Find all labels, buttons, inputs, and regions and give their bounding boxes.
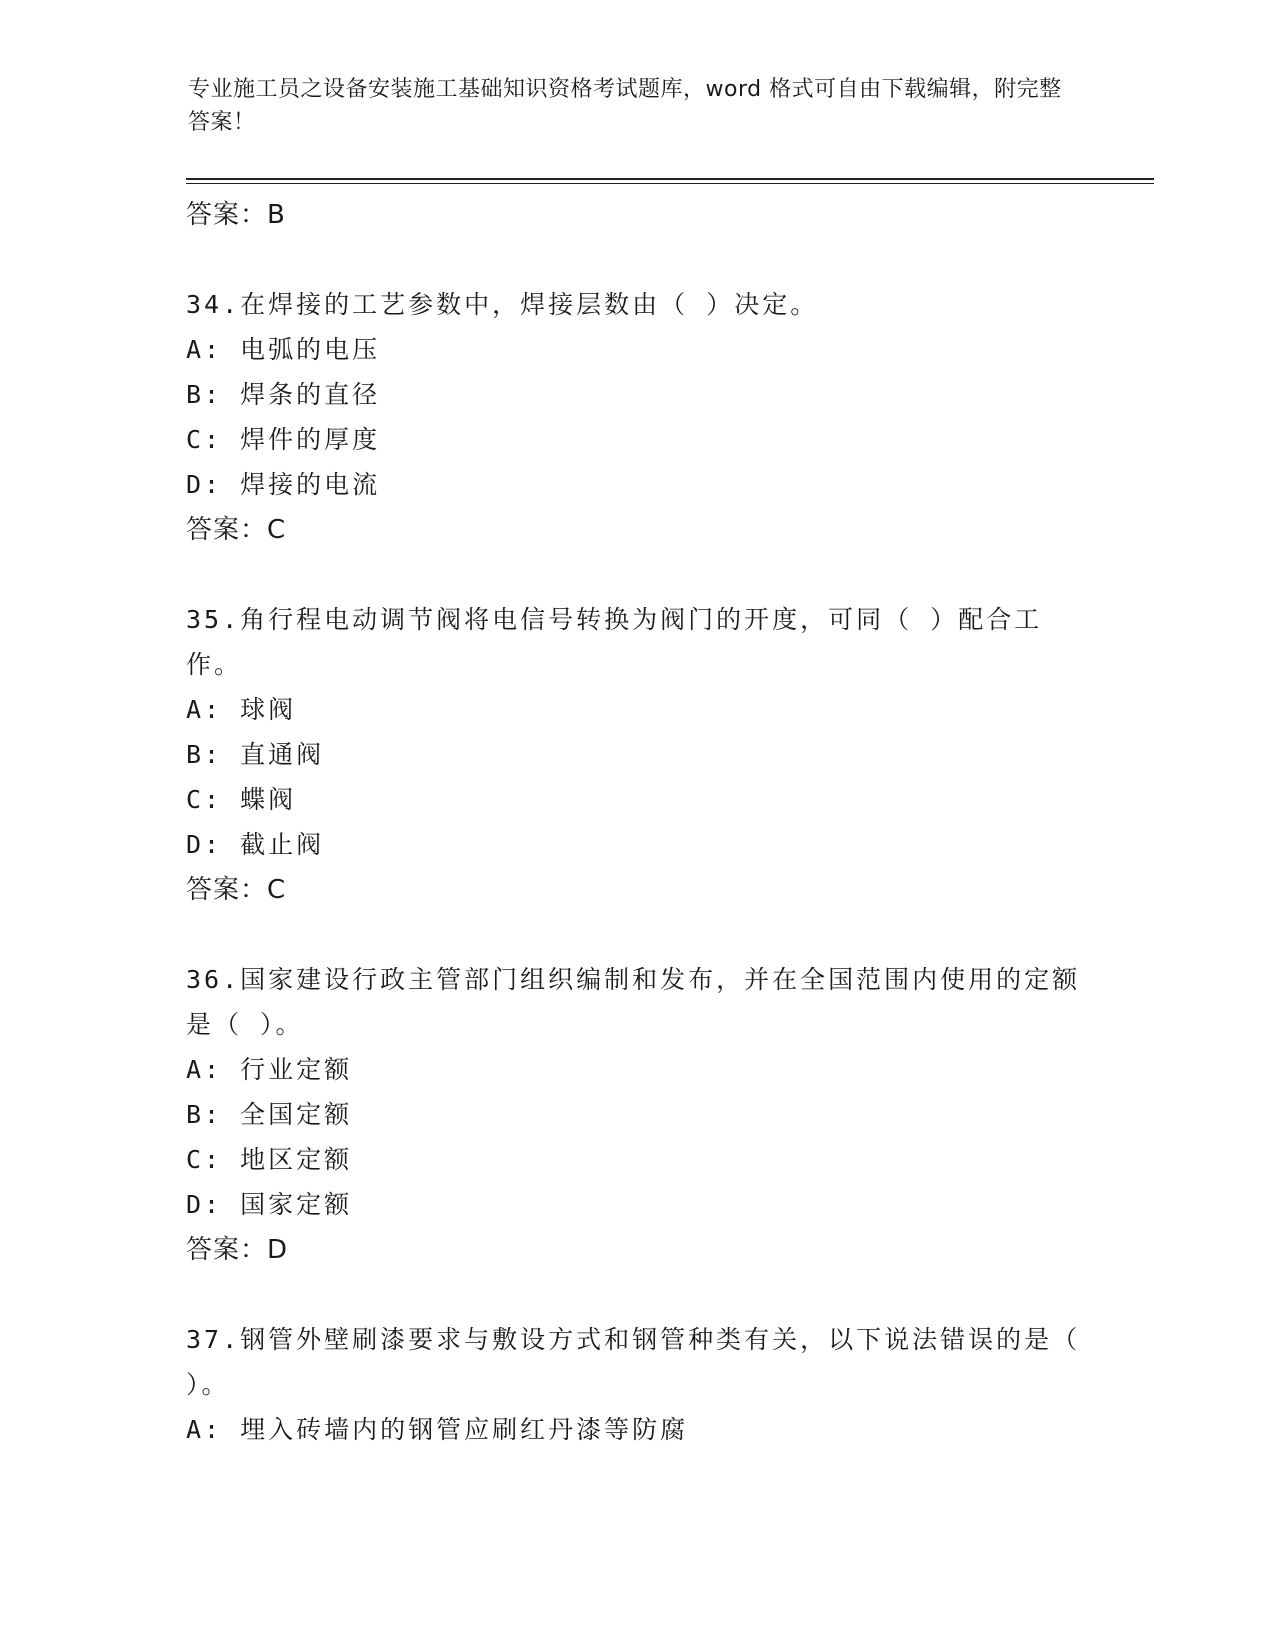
option-d: D: 焊接的电流	[186, 470, 381, 499]
answer-line: 答案：D	[186, 1235, 289, 1265]
answer-line: 答案：C	[186, 515, 287, 545]
option-c: C: 地区定额	[186, 1145, 353, 1174]
question-stem: 37.钢管外壁刷漆要求与敷设方式和钢管种类有关，以下说法错误的是（ ）。	[186, 1325, 1081, 1399]
option-b: B: 全国定额	[186, 1100, 353, 1129]
option-c: C: 焊件的厚度	[186, 425, 381, 454]
option-a: A: 电弧的电压	[186, 335, 381, 364]
option-c: C: 蝶阀	[186, 785, 297, 814]
question-34	[186, 282, 1086, 553]
option-b: B: 直通阀	[186, 740, 325, 769]
document-header: 专业施工员之设备安装施工基础知识资格考试题库，word 格式可自由下载编辑，附完整答案！	[188, 77, 1062, 135]
option-d: D: 国家定额	[186, 1190, 353, 1219]
question-35	[186, 597, 1086, 913]
question-stem: 34.在焊接的工艺参数中，焊接层数由（ ）决定。	[186, 290, 819, 319]
header-rule-thick	[186, 178, 1154, 180]
answer-line: 答案：C	[186, 875, 287, 905]
answer-line: 答案：B	[186, 200, 286, 230]
header-rule-thin	[186, 183, 1154, 184]
option-a: A: 埋入砖墙内的钢管应刷红丹漆等防腐	[186, 1415, 689, 1444]
option-d: D: 截止阀	[186, 830, 325, 859]
question-stem: 35.角行程电动调节阀将电信号转换为阀门的开度，可同（ ）配合工作。	[186, 605, 1043, 679]
option-a: A: 球阀	[186, 695, 297, 724]
question-37	[186, 1317, 1086, 1452]
question-stem: 36.国家建设行政主管部门组织编制和发布，并在全国范围内使用的定额是（ ）。	[186, 965, 1081, 1039]
option-a: A: 行业定额	[186, 1055, 353, 1084]
question-list	[186, 192, 1086, 1452]
option-b: B: 焊条的直径	[186, 380, 381, 409]
question-36	[186, 957, 1086, 1273]
